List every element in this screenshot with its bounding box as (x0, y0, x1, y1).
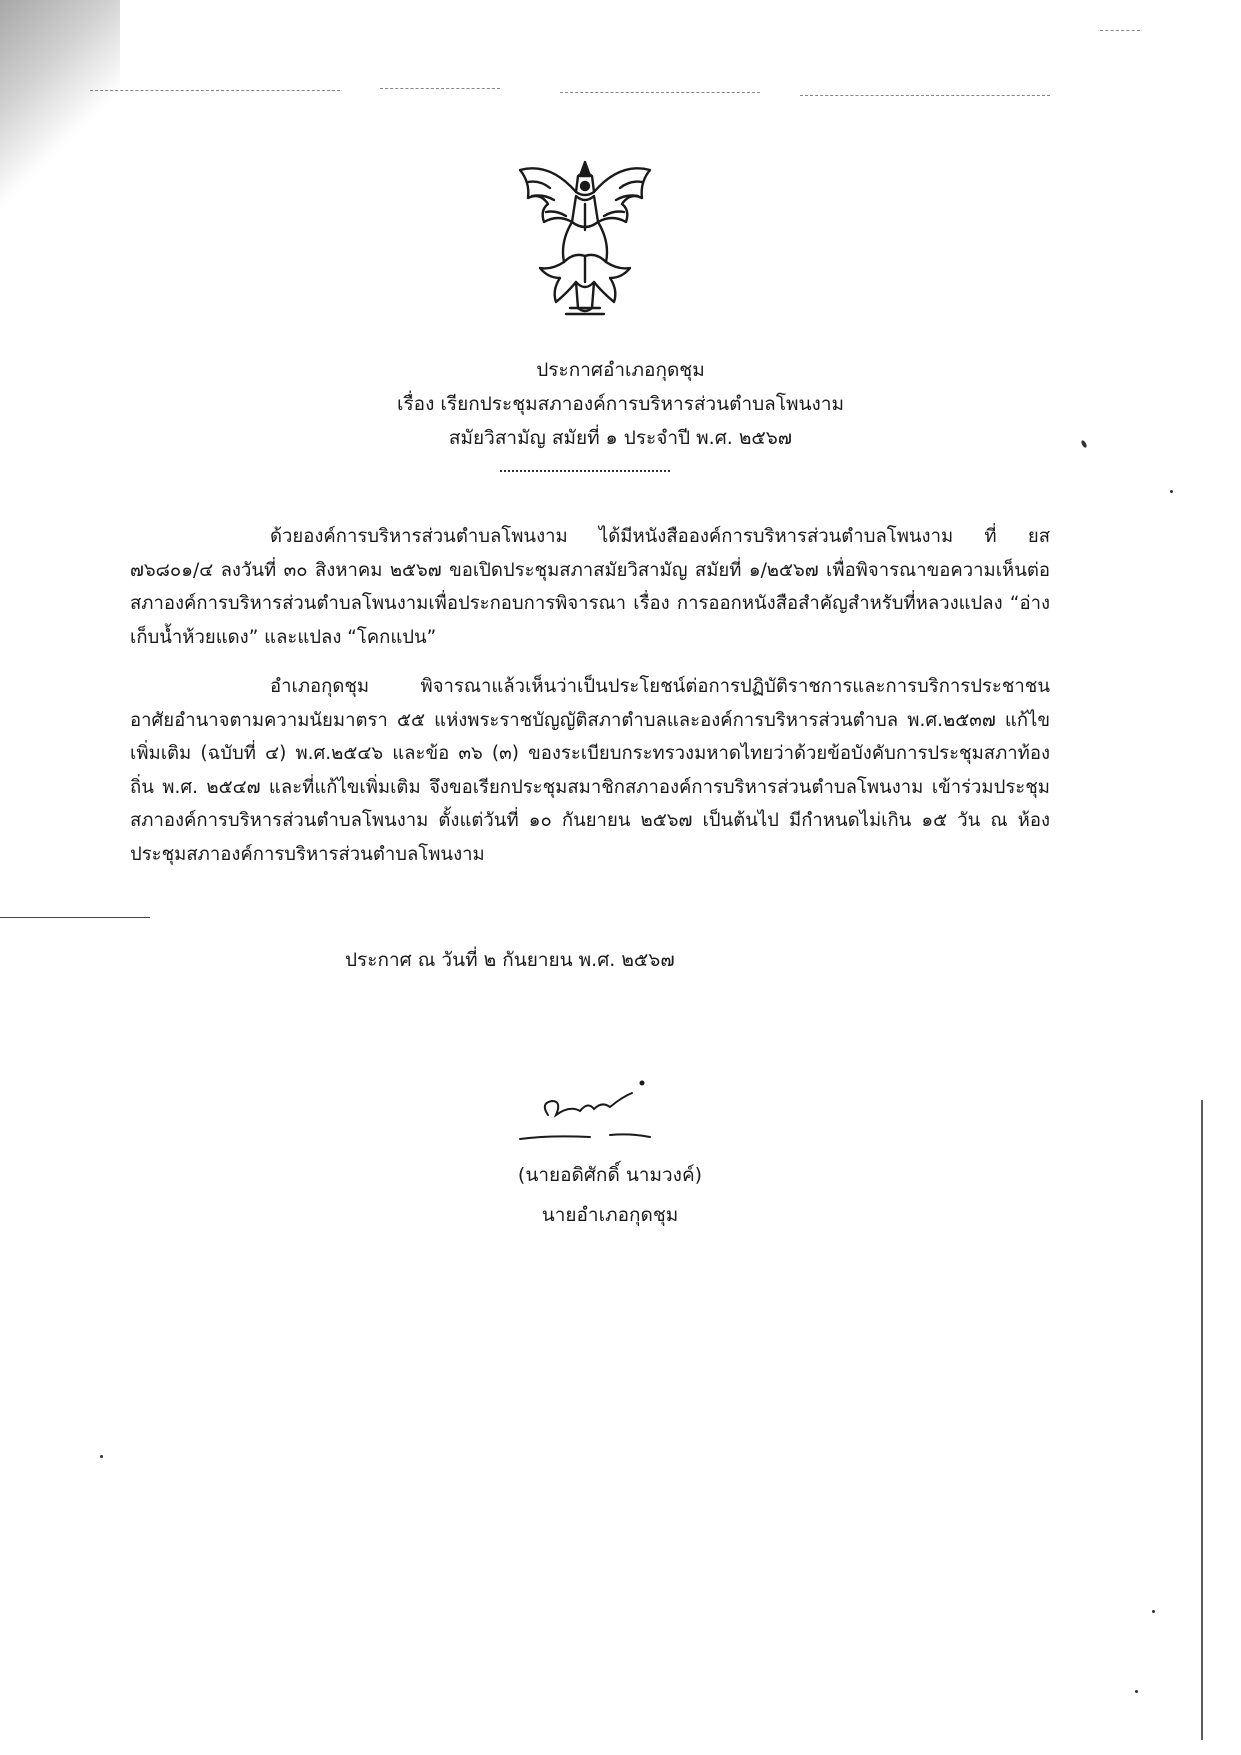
scan-artifact-line (380, 88, 500, 89)
signer-name: (นายอดิศักดิ์ นามวงค์) (517, 1164, 703, 1186)
body-paragraph-1 (130, 520, 1050, 654)
scan-artifact-line (1100, 30, 1140, 31)
document-title: ประกาศอำเภอกุดชุม (536, 359, 705, 381)
document-subject: เรื่อง เรียกประชุมสภาองค์การบริหารส่วนตำบลโพนงาม (396, 393, 845, 415)
scan-speck (1080, 440, 1087, 449)
scan-speck (100, 1455, 103, 1458)
paragraph-1-text: ด้วยองค์การบริหารส่วนตำบลโพนงาม ได้มีหนังสือองค์การบริหารส่วนตำบลโพนงาม ที่ ยส ๗๖๘๐๑/๔ ลงวันที่ ๓๐ สิงหาคม ๒๕๖๗ ขอเปิดประชุมสภาสมัยวิสามัญ สมัยที่ ๑/๒๕๖๗ เพื่อพิจารณาขอความเห็นต่อสภาองค์การบริหารส่วนตำบลโพนงามเพื่อประกอบการพิจารณา เรื่อง การออกหนังสือสำคัญสำหรับที่หลวงแปลง “อ่างเก็บน้ำห้วยแดง” และแปลง “โคกแปน” (130, 526, 1050, 648)
scan-artifact-line (90, 90, 340, 91)
announcement-heading (200, 353, 1041, 455)
scan-speck (1152, 1610, 1155, 1613)
garuda-emblem-icon (500, 152, 670, 322)
body-paragraph-2 (130, 670, 1050, 871)
announcement-date: ประกาศ ณ วันที่ ๒ กันยายน พ.ศ. ๒๕๖๗ (345, 949, 675, 971)
heading-divider (500, 470, 670, 472)
scan-speck (1170, 490, 1173, 493)
signer-position: นายอำเภอกุดชุม (541, 1204, 679, 1226)
document-session: สมัยวิสามัญ สมัยที่ ๑ ประจำปี พ.ศ. ๒๕๖๗ (448, 427, 793, 449)
scan-artifact-line (560, 92, 760, 93)
scan-artifact-line (0, 917, 150, 918)
scan-artifact-line (800, 95, 1050, 96)
paragraph-2-text: อำเภอกุดชุม พิจารณาแล้วเห็นว่าเป็นประโยชน์ต่อการปฏิบัติราชการและการบริการประชาชน อาศัยอำนาจตามความนัยมาตรา ๕๕ แห่งพระราชบัญญัติสภาตำบลและองค์การบริหารส่วนตำบล พ.ศ.๒๕๓๗ แก้ไขเพิ่มเติม (ฉบับที่ ๔) พ.ศ.๒๕๔๖ และข้อ ๓๖ (๓) ของระเบียบกระทรวงมหาดไทยว่าด้วยข้อบังคับการประชุมสภาท้องถิ่น พ.ศ. ๒๕๔๗ และที่แก้ไขเพิ่มเติม จึงขอเรียกประชุมสมาชิกสภาองค์การบริหารส่วนตำบลโพนงาม เข้าร่วมประชุมสภาองค์การบริหารส่วนตำบลโพนงาม ตั้งแต่วันที่ ๑๐ กันยายน ๒๕๖๗ เป็นต้นไป มีกำหนดไม่เกิน ๑๕ วัน ณ ห้องประชุมสภาองค์การบริหารส่วนตำบลโพนงาม (130, 676, 1050, 865)
scan-page-edge (1201, 1100, 1203, 1740)
scan-shadow (0, 0, 120, 220)
handwritten-signature (510, 1075, 680, 1155)
scan-speck (1135, 1690, 1138, 1693)
